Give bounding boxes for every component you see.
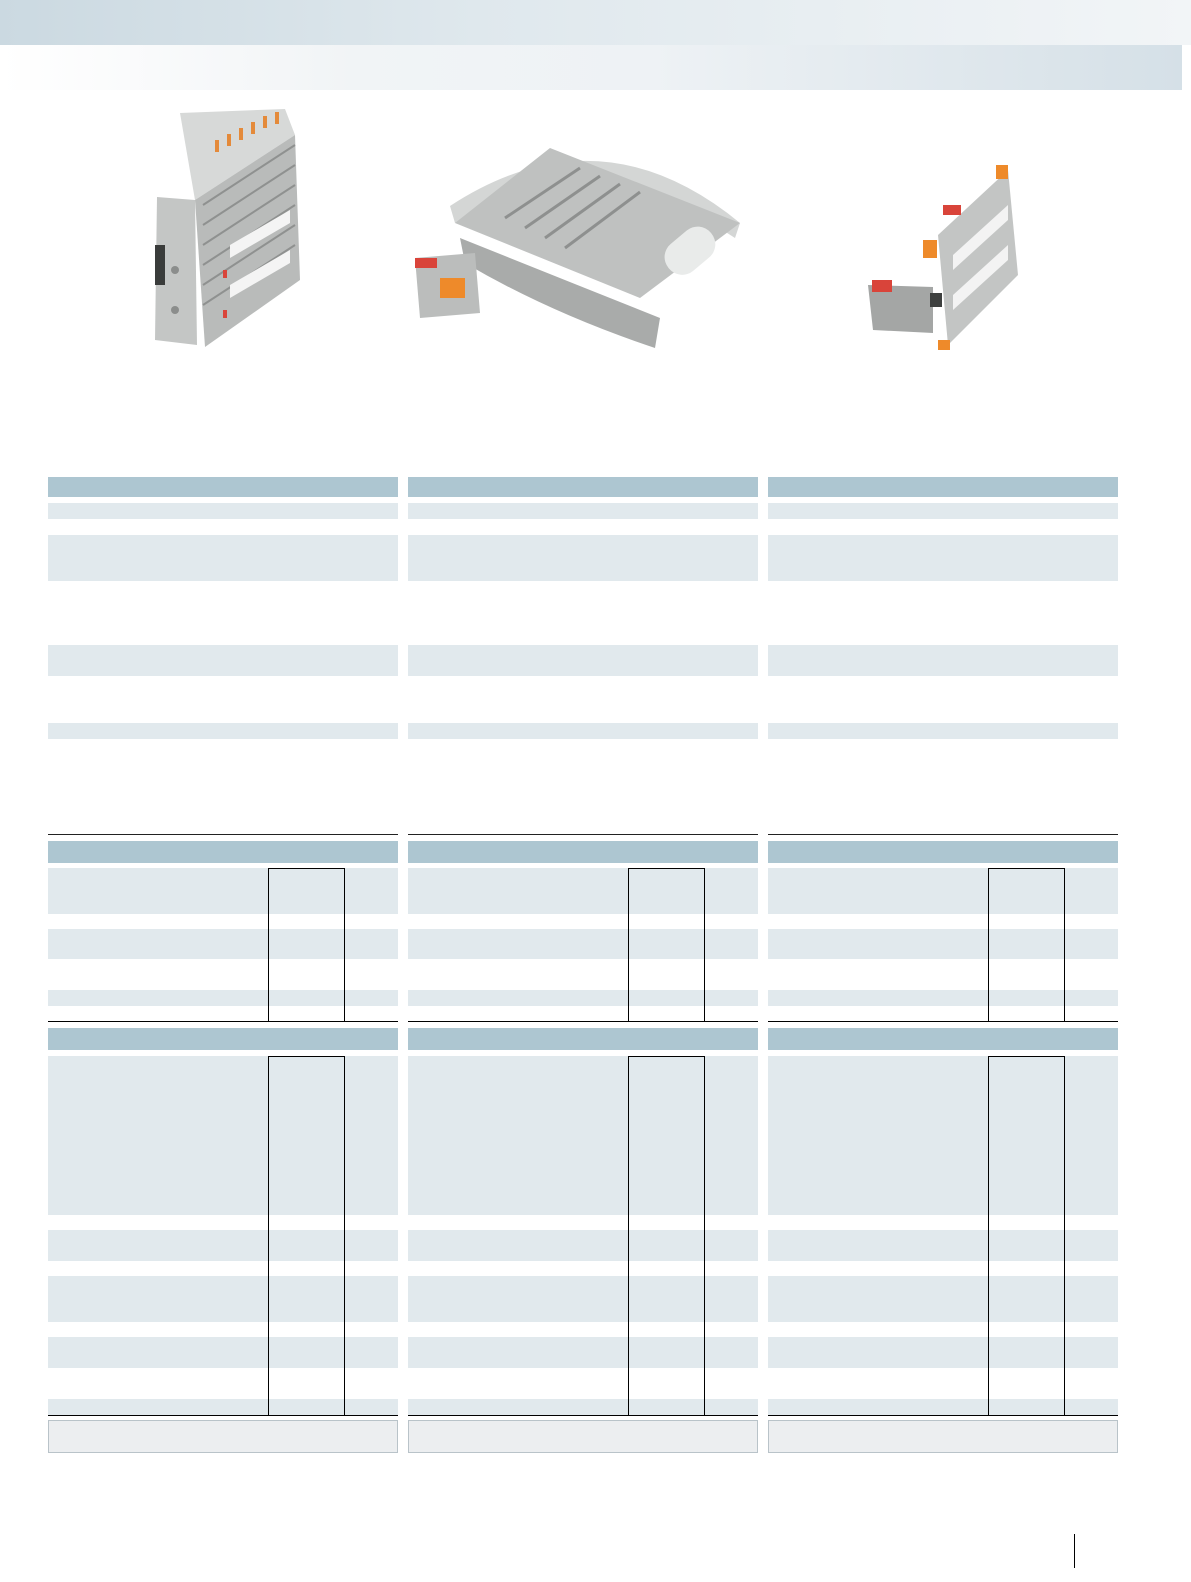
ordering-table	[408, 868, 758, 1022]
accessories-table	[48, 1056, 398, 1416]
table-bottom-border	[768, 1415, 1118, 1416]
spec-row	[768, 503, 1118, 519]
table-row	[768, 1056, 1118, 1215]
section-divider	[48, 834, 398, 835]
column-divider	[704, 1056, 705, 1416]
column-top-border	[628, 868, 704, 869]
column-divider	[1064, 868, 1065, 1022]
table-row	[768, 1337, 1118, 1368]
column-divider	[344, 1056, 345, 1416]
table-row	[48, 929, 398, 959]
spec-row	[48, 535, 398, 581]
table-row	[48, 1276, 398, 1322]
footer-note-box	[768, 1420, 1118, 1453]
ordering-table	[48, 868, 398, 1022]
accessories-table	[768, 1056, 1118, 1416]
column-divider	[704, 868, 705, 1022]
table-row	[768, 1399, 1118, 1415]
column-top-border	[628, 1056, 704, 1057]
column-divider	[344, 868, 345, 1022]
spec-row	[768, 723, 1118, 739]
column-top-border	[988, 1056, 1064, 1057]
ordering-table-header	[48, 841, 398, 863]
spec-row	[48, 645, 398, 676]
section-divider	[768, 834, 1118, 835]
spec-row	[768, 535, 1118, 581]
footer-note-box	[48, 1420, 398, 1453]
spec-header-bar	[48, 477, 398, 497]
table-row	[768, 990, 1118, 1006]
ordering-table-header	[408, 841, 758, 863]
column-divider	[268, 1056, 269, 1416]
accessories-table-header	[48, 1028, 398, 1050]
spec-row	[48, 503, 398, 519]
header-band-top	[0, 0, 1191, 45]
column-top-border	[988, 868, 1064, 869]
table-row	[408, 868, 758, 914]
table-bottom-border	[768, 1021, 1118, 1022]
table-bottom-border	[408, 1415, 758, 1416]
table-row	[768, 1276, 1118, 1322]
ordering-table-header	[768, 841, 1118, 863]
table-row	[768, 929, 1118, 959]
section-divider	[408, 834, 758, 835]
table-row	[408, 1056, 758, 1215]
page-number-divider	[1074, 1534, 1075, 1568]
table-row	[48, 868, 398, 914]
spec-header-bar	[768, 477, 1118, 497]
column-divider	[988, 868, 989, 1022]
spec-row	[408, 723, 758, 739]
column-top-border	[268, 1056, 344, 1057]
header-band-bottom	[0, 45, 1182, 90]
table-bottom-border	[48, 1415, 398, 1416]
table-row	[48, 1230, 398, 1261]
accessories-table-header	[768, 1028, 1118, 1050]
table-row	[408, 1230, 758, 1261]
spec-header-bar	[408, 477, 758, 497]
column-top-border	[268, 868, 344, 869]
table-row	[768, 868, 1118, 914]
table-row	[408, 1276, 758, 1322]
accessories-table	[408, 1056, 758, 1416]
table-row	[408, 1337, 758, 1368]
table-bottom-border	[48, 1021, 398, 1022]
spec-row	[408, 645, 758, 676]
spec-row	[408, 503, 758, 519]
column-divider	[268, 868, 269, 1022]
column-divider	[988, 1056, 989, 1416]
ordering-table	[768, 868, 1118, 1022]
column-divider	[628, 1056, 629, 1416]
curved-marker-carrier-image	[410, 128, 755, 360]
footer-note-box	[408, 1420, 758, 1453]
accessories-table-header	[408, 1028, 758, 1050]
table-row	[408, 990, 758, 1006]
column-divider	[628, 868, 629, 1022]
table-row	[768, 1230, 1118, 1261]
table-row	[48, 1056, 398, 1215]
spec-row	[768, 645, 1118, 676]
table-row	[48, 1399, 398, 1415]
rail-mount-adapter-image	[868, 165, 1028, 355]
terminal-block-module-image	[135, 105, 315, 350]
table-row	[48, 1337, 398, 1368]
column-divider	[1064, 1056, 1065, 1416]
spec-row	[408, 535, 758, 581]
table-row	[408, 929, 758, 959]
spec-row	[48, 723, 398, 739]
table-bottom-border	[408, 1021, 758, 1022]
table-row	[408, 1399, 758, 1415]
table-row	[48, 990, 398, 1006]
